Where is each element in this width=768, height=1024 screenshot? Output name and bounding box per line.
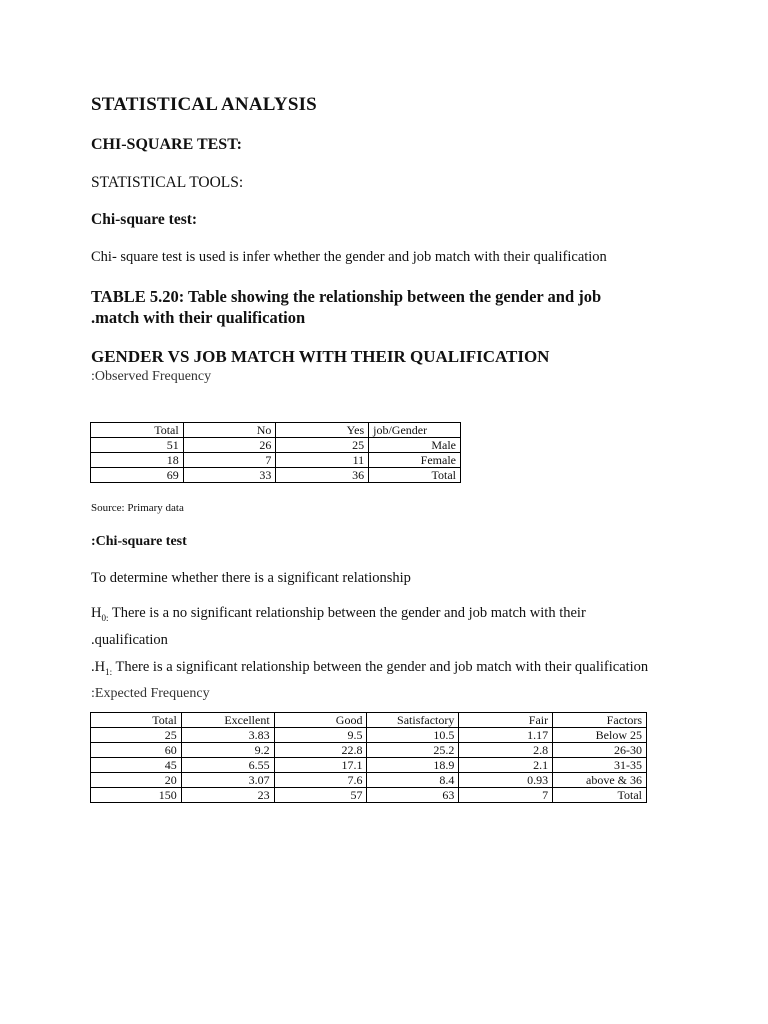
h0-text: There is a no significant relationship between the gender and job match with their bbox=[108, 605, 586, 621]
expected-frequency-table bbox=[90, 712, 647, 803]
h1-text: There is a significant relationship between the gender and job match with their qualification bbox=[112, 659, 649, 675]
h1-subscript: 1: bbox=[105, 666, 113, 677]
table-header-cell: Factors bbox=[553, 713, 647, 728]
null-hypothesis-continued: .qualification bbox=[91, 632, 168, 648]
table-cell: 9.2 bbox=[181, 743, 274, 758]
table-cell: 23 bbox=[181, 788, 274, 803]
h0-subscript: 0: bbox=[101, 612, 109, 623]
table-cell: Total bbox=[369, 468, 461, 483]
observed-frequency-caption: :Observed Frequency bbox=[91, 369, 212, 384]
table-header-row bbox=[91, 423, 461, 438]
table-cell: 33 bbox=[183, 468, 276, 483]
chi-square-heading: CHI-SQUARE TEST: bbox=[91, 136, 242, 153]
table-cell: Total bbox=[553, 788, 647, 803]
h1-prefix: .H bbox=[91, 659, 106, 675]
table-cell: 25 bbox=[91, 728, 182, 743]
table-header-cell: Fair bbox=[459, 713, 553, 728]
table-cell: 25 bbox=[276, 438, 369, 453]
table-cell: 31-35 bbox=[553, 758, 647, 773]
table-title-line-1: TABLE 5.20: Table showing the relationship between the gender and job bbox=[91, 287, 602, 306]
table-cell: 9.5 bbox=[274, 728, 367, 743]
table-cell: 7 bbox=[183, 453, 276, 468]
table-row bbox=[91, 758, 647, 773]
chi-square-test-label: :Chi-square test bbox=[91, 534, 187, 549]
source-note: Source: Primary data bbox=[91, 502, 184, 514]
table-header-cell: Yes bbox=[276, 423, 369, 438]
table-cell: 18.9 bbox=[367, 758, 459, 773]
table-cell: Female bbox=[369, 453, 461, 468]
table-cell: 69 bbox=[91, 468, 184, 483]
table-row bbox=[91, 743, 647, 758]
table-cell: 18 bbox=[91, 453, 184, 468]
table-cell: 8.4 bbox=[367, 773, 459, 788]
table-cell: 11 bbox=[276, 453, 369, 468]
chi-square-label: Chi-square test: bbox=[91, 211, 198, 228]
null-hypothesis bbox=[91, 605, 586, 623]
table-cell: 25.2 bbox=[367, 743, 459, 758]
table-cell: 6.55 bbox=[181, 758, 274, 773]
table-header-cell: Excellent bbox=[181, 713, 274, 728]
intro-paragraph: Chi- square test is used is infer whether the gender and job match with their qualification bbox=[91, 249, 607, 265]
section-title: GENDER VS JOB MATCH WITH THEIR QUALIFICATION bbox=[91, 347, 550, 366]
table-title-line-2: .match with their qualification bbox=[91, 308, 306, 327]
table-header-cell: Satisfactory bbox=[367, 713, 459, 728]
expected-frequency-caption: :Expected Frequency bbox=[91, 686, 210, 701]
table-header-cell: Total bbox=[91, 423, 184, 438]
table-header-cell: Good bbox=[274, 713, 367, 728]
table-cell: 60 bbox=[91, 743, 182, 758]
table-cell: 3.83 bbox=[181, 728, 274, 743]
table-header-row bbox=[91, 713, 647, 728]
table-row bbox=[91, 788, 647, 803]
table-cell: 57 bbox=[274, 788, 367, 803]
determine-paragraph: To determine whether there is a significant relationship bbox=[91, 570, 411, 586]
table-cell: 22.8 bbox=[274, 743, 367, 758]
alternative-hypothesis bbox=[91, 659, 648, 677]
table-cell: 10.5 bbox=[367, 728, 459, 743]
table-header-cell: Total bbox=[91, 713, 182, 728]
statistical-tools-heading: STATISTICAL TOOLS: bbox=[91, 174, 244, 191]
table-cell: 150 bbox=[91, 788, 182, 803]
table-title bbox=[91, 286, 601, 328]
table-cell: 7 bbox=[459, 788, 553, 803]
observed-frequency-table bbox=[90, 422, 461, 483]
table-cell: 45 bbox=[91, 758, 182, 773]
table-row bbox=[91, 468, 461, 483]
table-cell: above & 36 bbox=[553, 773, 647, 788]
table-row bbox=[91, 438, 461, 453]
table-cell: 20 bbox=[91, 773, 182, 788]
table-cell: 2.1 bbox=[459, 758, 553, 773]
table-header-cell: job/Gender bbox=[369, 423, 461, 438]
page-heading: STATISTICAL ANALYSIS bbox=[91, 94, 317, 115]
table-cell: 26 bbox=[183, 438, 276, 453]
table-cell: 36 bbox=[276, 468, 369, 483]
table-header-cell: No bbox=[183, 423, 276, 438]
table-row bbox=[91, 453, 461, 468]
table-cell: 26-30 bbox=[553, 743, 647, 758]
table-cell: 0.93 bbox=[459, 773, 553, 788]
table-cell: 7.6 bbox=[274, 773, 367, 788]
table-cell: Below 25 bbox=[553, 728, 647, 743]
table-cell: 17.1 bbox=[274, 758, 367, 773]
table-cell: 3.07 bbox=[181, 773, 274, 788]
table-cell: 51 bbox=[91, 438, 184, 453]
table-cell: 1.17 bbox=[459, 728, 553, 743]
table-cell: 63 bbox=[367, 788, 459, 803]
table-cell: Male bbox=[369, 438, 461, 453]
table-cell: 2.8 bbox=[459, 743, 553, 758]
table-row bbox=[91, 773, 647, 788]
table-row bbox=[91, 728, 647, 743]
h0-prefix: H bbox=[91, 605, 102, 621]
